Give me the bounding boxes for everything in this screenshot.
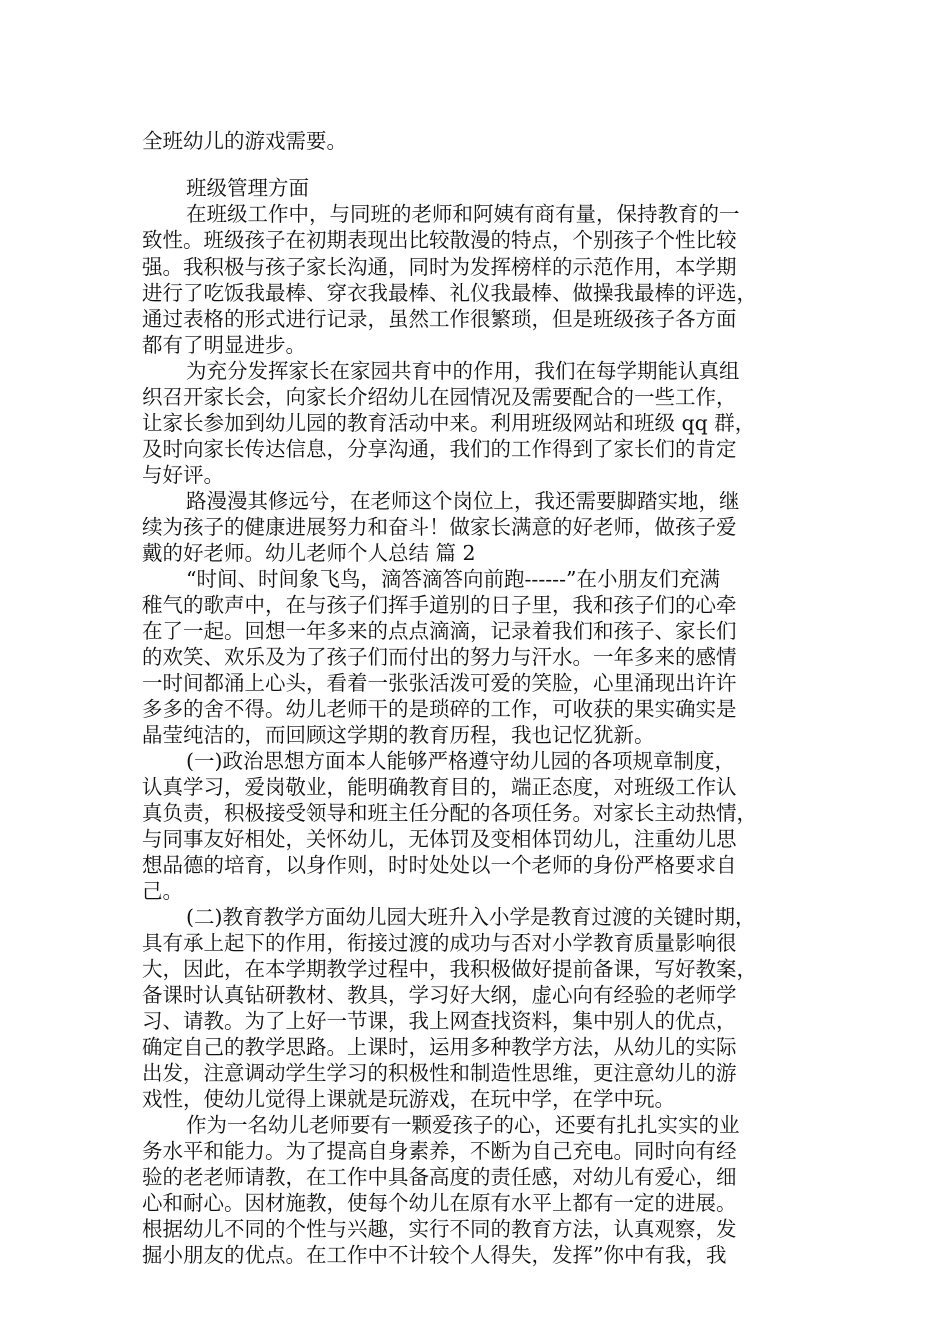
text-line: 大，因此，在本学期教学过程中，我积极做好提前备课，写好教案， <box>142 957 757 981</box>
text-line: 在班级工作中，与同班的老师和阿姨有商有量，保持教育的一 <box>186 202 740 226</box>
text-line: 织召开家长会，向家长介绍幼儿在园情况及需要配合的一些工作， <box>142 385 737 409</box>
text-line: 出发，注意调动学生学习的积极性和制造性思维，更注意幼儿的游 <box>142 1061 737 1085</box>
text-line: (一)政治思想方面本人能够严格遵守幼儿园的各项规章制度， <box>186 749 735 773</box>
text-line: (二)教育教学方面幼儿园大班升入小学是教育过渡的关键时期， <box>186 905 756 929</box>
text-line: 备课时认真钻研教材、教具，学习好大纲，虚心向有经验的老师学 <box>142 983 737 1007</box>
text-line: 想品德的培育，以身作则，时时处处以一个老师的身份严格要求自 <box>142 853 737 877</box>
text-line: 及时向家长传达信息，分享沟通，我们的工作得到了家长们的肯定 <box>142 437 737 461</box>
text-line: 作为一名幼儿老师要有一颗爱孩子的心，还要有扎扎实实的业 <box>186 1113 740 1137</box>
text-line: 的欢笑、欢乐及为了孩子们而付出的努力与汗水。一年多来的感情 <box>142 645 737 669</box>
text-line: 戏性，使幼儿觉得上课就是玩游戏，在玩中学，在学中玩。 <box>142 1087 675 1111</box>
text-line: 与同事友好相处，关怀幼儿，无体罚及变相体罚幼儿，注重幼儿思 <box>142 827 737 851</box>
text-line: 续为孩子的健康进展努力和奋斗！做家长满意的好老师，做孩子爱 <box>142 515 737 539</box>
text-line: 都有了明显进步。 <box>142 333 306 357</box>
text-line: 确定自己的教学思路。上课时，运用多种教学方法，从幼儿的实际 <box>142 1035 737 1059</box>
text-line: 为充分发挥家长在家园共育中的作用，我们在每学期能认真组 <box>186 359 740 383</box>
text-line: 通过表格的形式进行记录，虽然工作很繁琐，但是班级孩子各方面 <box>142 307 737 331</box>
text-line: 进行了吃饭我最棒、穿衣我最棒、礼仪我最棒、做操我最棒的评选， <box>142 281 757 305</box>
text-line: 验的老老师请教，在工作中具备高度的责任感，对幼儿有爱心，细 <box>142 1165 737 1189</box>
text-line: 根据幼儿不同的个性与兴趣，实行不同的教育方法，认真观察，发 <box>142 1217 737 1241</box>
text-line: 路漫漫其修远兮，在老师这个岗位上，我还需要脚踏实地，继 <box>186 489 740 513</box>
text-line: 心和耐心。因材施教，使每个幼儿在原有水平上都有一定的进展。 <box>142 1191 737 1215</box>
text-line: “时间、时间象飞鸟，滴答滴答向前跑------”在小朋友们充满 <box>186 567 721 591</box>
text-line: 稚气的歌声中，在与孩子们挥手道别的日子里，我和孩子们的心牵 <box>142 593 737 617</box>
text-line: 己。 <box>142 879 183 903</box>
text-line: 让家长参加到幼儿园的教育活动中来。利用班级网站和班级 qq 群， <box>142 411 756 435</box>
text-line: 戴的好老师。幼儿老师个人总结 篇 2 <box>142 541 476 565</box>
text-line: 致性。班级孩子在初期表现出比较散漫的特点，个别孩子个性比较 <box>142 228 737 252</box>
text-line: 全班幼儿的游戏需要。 <box>142 129 347 153</box>
text-line: 具有承上起下的作用，衔接过渡的成功与否对小学教育质量影响很 <box>142 931 737 955</box>
section-heading: 班级管理方面 <box>186 176 309 200</box>
text-line: 掘小朋友的优点。在工作中不计较个人得失，发挥”你中有我，我 <box>142 1243 727 1267</box>
text-line: 认真学习，爱岗敬业，能明确教育目的，端正态度，对班级工作认 <box>142 775 737 799</box>
text-line: 习、请教。为了上好一节课，我上网查找资料，集中别人的优点， <box>142 1009 737 1033</box>
text-line: 务水平和能力。为了提高自身素养，不断为自己充电。同时向有经 <box>142 1139 737 1163</box>
text-line: 晶莹纯洁的，而回顾这学期的教育历程，我也记忆犹新。 <box>142 723 655 747</box>
text-line: 强。我积极与孩子家长沟通，同时为发挥榜样的示范作用，本学期 <box>142 255 737 279</box>
text-line: 在了一起。回想一年多来的点点滴滴，记录着我们和孩子、家长们 <box>142 619 737 643</box>
text-line: 真负责，积极接受领导和班主任分配的各项任务。对家长主动热情， <box>142 801 757 825</box>
text-line: 多多的舍不得。幼儿老师干的是琐碎的工作，可收获的果实确实是 <box>142 697 737 721</box>
text-line: 一时间都涌上心头，看着一张张活泼可爱的笑脸，心里涌现出许许 <box>142 671 737 695</box>
text-line: 与好评。 <box>142 463 224 487</box>
